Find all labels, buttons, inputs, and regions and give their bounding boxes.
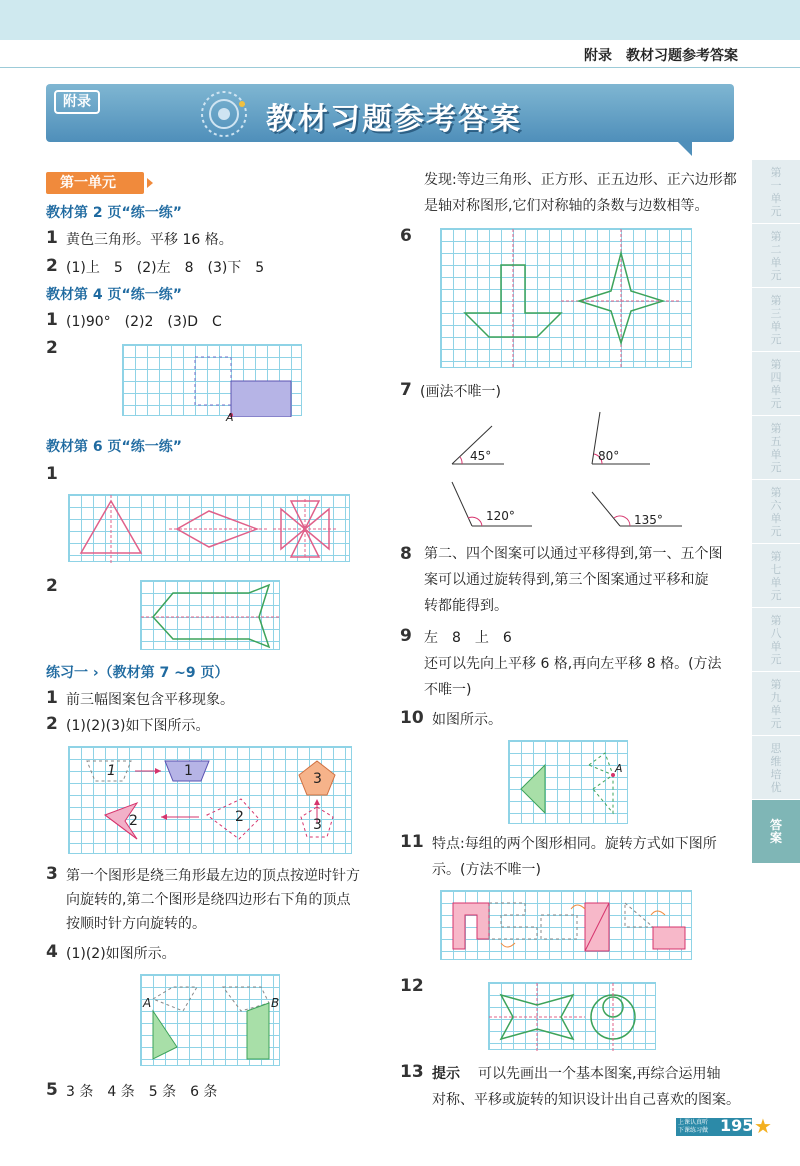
angle-label: 45°	[470, 449, 492, 463]
banner-title: 教材习题参考答案	[266, 102, 522, 137]
page-number: 195	[720, 1116, 754, 1135]
answer-text: 3 条 4 条 5 条 6 条	[66, 1084, 218, 1100]
page-number-badge	[676, 1114, 776, 1138]
grid-figure-rotation	[140, 974, 280, 1066]
side-tab-unit-7[interactable]: 第七单元	[752, 544, 800, 608]
top-color-band	[0, 0, 800, 40]
figure-label: 3	[313, 817, 322, 833]
question-number: 2	[46, 256, 58, 276]
side-tab-unit-8[interactable]: 第八单元	[752, 608, 800, 672]
question-number: 1	[46, 310, 58, 330]
grid-figure-transformations	[68, 746, 352, 854]
hint-label: 提示	[432, 1066, 460, 1082]
side-tab-unit-9[interactable]: 第九单元	[752, 672, 800, 736]
answer-text: 黄色三角形。平移 16 格。	[66, 232, 233, 248]
answer-text: 可以先画出一个基本图案,再综合运用轴	[478, 1066, 721, 1082]
question-number: 2	[46, 338, 58, 358]
side-tab-thinking[interactable]: 思维培优	[752, 736, 800, 800]
answer-text: 是轴对称图形,它们对称轴的条数与边数相等。	[424, 198, 709, 214]
side-tab-unit-2[interactable]: 第二单元	[752, 224, 800, 288]
side-tab-unit-1[interactable]: 第一单元	[752, 160, 800, 224]
orbit-decoration-icon	[194, 86, 254, 142]
grid-figure-symmetry	[68, 494, 350, 562]
grid-figure-translation	[122, 344, 302, 416]
answer-text: 还可以先向上平移 6 格,再向左平移 8 格。(方法	[424, 656, 722, 672]
running-header	[0, 40, 800, 68]
answer-text: 转都能得到。	[424, 598, 508, 614]
side-tab-unit-3[interactable]: 第三单元	[752, 288, 800, 352]
question-number: 11	[400, 832, 424, 852]
answer-text: 对称、平移或旋转的知识设计出自己喜欢的图案。	[432, 1092, 740, 1108]
question-number: 8	[400, 544, 412, 564]
figure-label: 1	[107, 763, 116, 779]
answer-text: 第二、四个图案可以通过平移得到,第一、五个图	[424, 546, 723, 562]
vertex-label: B	[271, 996, 280, 1010]
angle-label: 80°	[598, 449, 620, 463]
question-number: 3	[46, 864, 58, 884]
unit-side-tabs	[752, 160, 800, 864]
section-heading-p4: 教材第 4 页“练一练”	[46, 287, 182, 303]
appendix-tag: 附录	[54, 90, 100, 114]
question-number: 2	[46, 576, 58, 596]
question-number: 1	[46, 688, 58, 708]
answer-text: 向旋转的,第二个图形是绕四边形右下角的顶点	[66, 892, 351, 908]
angle-label: 135°	[634, 513, 663, 527]
section-heading-p2: 教材第 2 页“练一练”	[46, 205, 182, 221]
footer-slogan: 上课认真听 下课练习做	[678, 1119, 709, 1134]
answer-text: 示。(方法不唯一)	[432, 862, 541, 878]
unit-label: 第一单元	[46, 172, 144, 194]
grid-figure-rotation-pairs	[440, 890, 692, 960]
side-tab-answers[interactable]: 答案	[752, 800, 800, 864]
appendix-banner	[46, 84, 734, 142]
section-heading-exercise-1: 练习一 ›（教材第 7 ~9 页）	[46, 665, 229, 681]
answer-text: (1)(2)(3)如下图所示。	[66, 718, 210, 734]
figure-label: 2	[129, 813, 138, 829]
answer-text: 第一个图形是绕三角形最左边的顶点按逆时针方	[66, 868, 360, 884]
question-number: 6	[400, 226, 412, 246]
side-tab-unit-4[interactable]: 第四单元	[752, 352, 800, 416]
star-icon: ★	[754, 1114, 772, 1138]
section-heading-p6: 教材第 6 页“练一练”	[46, 439, 182, 455]
grid-figure-rotate-triangle	[508, 740, 628, 824]
vertex-label: A	[226, 411, 234, 424]
figure-label: 2	[235, 809, 244, 825]
answer-text: 按顺时针方向旋转的。	[66, 916, 206, 932]
question-number: 12	[400, 976, 424, 996]
answer-text: 不唯一)	[424, 682, 472, 698]
question-number: 1	[46, 464, 58, 484]
question-number: 2	[46, 714, 58, 734]
question-number: 10	[400, 708, 424, 728]
figure-label: 1	[184, 763, 193, 779]
answer-text: (画法不唯一)	[420, 384, 501, 400]
grid-figure-designs	[488, 982, 656, 1050]
running-title: 附录 教材习题参考答案	[584, 48, 738, 64]
banner-notch	[678, 142, 692, 156]
question-number: 7	[400, 380, 412, 400]
vertex-label: A	[615, 762, 623, 775]
answer-text: (1)(2)如图所示。	[66, 946, 176, 962]
answer-text: (1)上 5 (2)左 8 (3)下 5	[66, 260, 265, 276]
answer-text: 左 8 上 6	[424, 630, 512, 646]
answer-text: 前三幅图案包含平移现象。	[66, 692, 234, 708]
question-number: 5	[46, 1080, 58, 1100]
angle-label: 120°	[486, 509, 515, 523]
question-number: 13	[400, 1062, 424, 1082]
side-tab-unit-5[interactable]: 第五单元	[752, 416, 800, 480]
question-number: 1	[46, 228, 58, 248]
answer-text: (1)90° (2)2 (3)D C	[66, 314, 222, 330]
grid-figure-axes-of-symmetry	[440, 228, 692, 368]
answer-text: 发现:等边三角形、正方形、正五边形、正六边形都	[424, 172, 737, 188]
answer-text: 案可以通过旋转得到,第三个图案通过平移和旋	[424, 572, 709, 588]
vertex-label: A	[143, 996, 152, 1010]
question-number: 4	[46, 942, 58, 962]
figure-label: 3	[313, 771, 322, 787]
question-number: 9	[400, 626, 412, 646]
grid-figure-fish	[140, 580, 280, 650]
answer-text: 如图所示。	[432, 712, 502, 728]
side-tab-unit-6[interactable]: 第六单元	[752, 480, 800, 544]
answer-text: 特点:每组的两个图形相同。旋转方式如下图所	[432, 836, 717, 852]
